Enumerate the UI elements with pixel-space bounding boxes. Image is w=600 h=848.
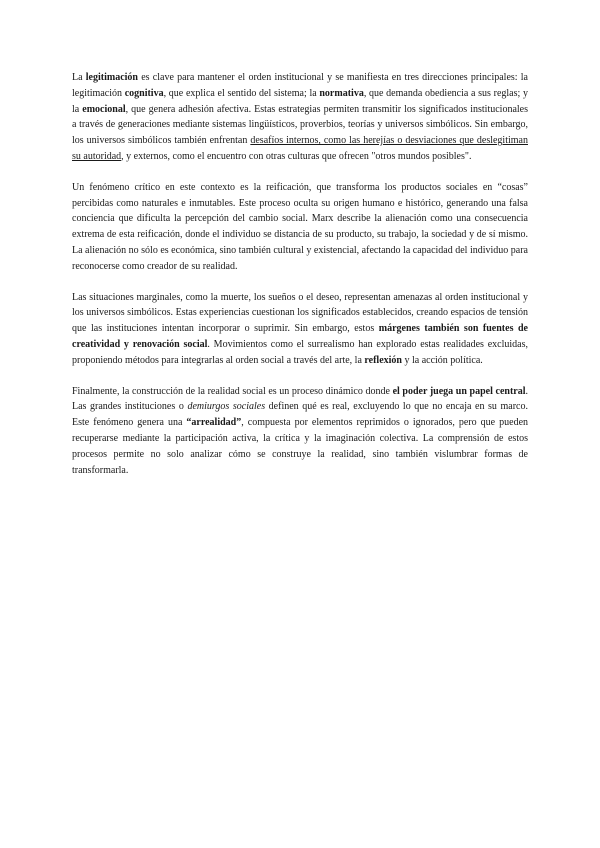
text-segment: , y externos, como el encuentro con otras culturas que ofrecen "otros mundos posibles". xyxy=(121,150,472,162)
text-segment: , que genera adhesión afectiva. Estas estrategias permiten transmitir los significados institucionales a través de generaciones mediante sistemas lingüísticos, proverbios, teorías y universos simbólicos. Sin embargo, los universos simbólicos también enfrentan xyxy=(72,103,528,147)
bold-term-legitimacion: legitimación xyxy=(85,72,138,83)
underlined-phrase: desafíos internos, como las herejías o desviaciones que deslegitiman su autoridad xyxy=(72,135,528,162)
text-segment: . Movimientos como el surrealismo han explorado estas realidades excluidas, proponiendo métodos para integrarlas al orden social a través del arte, la xyxy=(72,338,528,366)
text-segment: Un fenómeno crítico en este contexto es la reificación, que transforma los productos sociales en “cosas” percibidas como naturales e inmutables. Este proceso oculta su origen humano e histórico, generando una falsa conciencia que dificulta la percepción del cambio social. Marx describe la alienación como una consecuencia extrema de esta reificación, donde el individuo se distancia de su producto, su trabajo, la sociedad y de sí mismo. La alienación no sólo es económica, sino también cultural y existencial, afectando la capacidad del individuo para reconocerse como creador de su realidad. xyxy=(72,181,528,272)
document-page xyxy=(72,70,528,493)
bold-phrase-margenes: márgenes también son fuentes de creatividad y renovación social xyxy=(72,323,528,350)
bold-term-normativa: normativa xyxy=(319,87,364,99)
italic-term-demiurgos: demiurgos sociales xyxy=(187,401,266,413)
paragraph-conclusion xyxy=(72,384,528,479)
paragraph-marginal-situations xyxy=(72,290,528,369)
text-segment: y la acción política. xyxy=(401,354,483,366)
paragraph-legitimation xyxy=(72,70,528,165)
bold-term-reflexion: reflexión xyxy=(364,354,402,366)
text-segment: Las situaciones marginales, como la muerte, los sueños o el deseo, representan amenazas al orden institucional y los universos simbólicos. Estas experiencias cuestionan los significados establecidos, creando espacios de tensión que las instituciones intentan incorporar o suprimir. Sin embargo, estos xyxy=(72,291,528,335)
text-segment: es clave para mantener el orden institucional y se manifiesta en tres direcciones principales: la legitimación xyxy=(72,72,528,99)
text-segment: , que explica el sentido del sistema; la xyxy=(163,87,320,99)
bold-term-cognitiva: cognitiva xyxy=(124,87,164,99)
paragraph-reification xyxy=(72,180,528,275)
bold-phrase-poder: el poder juega un papel central xyxy=(392,385,526,397)
text-segment: , compuesta por elementos reprimidos o ignorados, pero que pueden recuperarse mediante la participación activa, la crítica y la imaginación colectiva. La comprensión de estos procesos permite no solo analizar cómo se construye la realidad, sino también vislumbrar formas de transformarla. xyxy=(72,417,529,476)
text-segment: La xyxy=(72,72,86,83)
text-segment: definen qué es real, excluyendo lo que no encaja en su marco. Este fenómeno genera una xyxy=(72,401,528,429)
text-segment: , que demanda obediencia a sus reglas; y la xyxy=(72,87,528,115)
text-segment: . Las grandes instituciones o xyxy=(72,385,528,413)
text-segment: Finalmente, la construcción de la realidad social es un proceso dinámico donde xyxy=(72,385,393,397)
bold-term-emocional: emocional xyxy=(82,103,126,115)
bold-term-arrealidad: “arrealidad” xyxy=(186,417,242,429)
